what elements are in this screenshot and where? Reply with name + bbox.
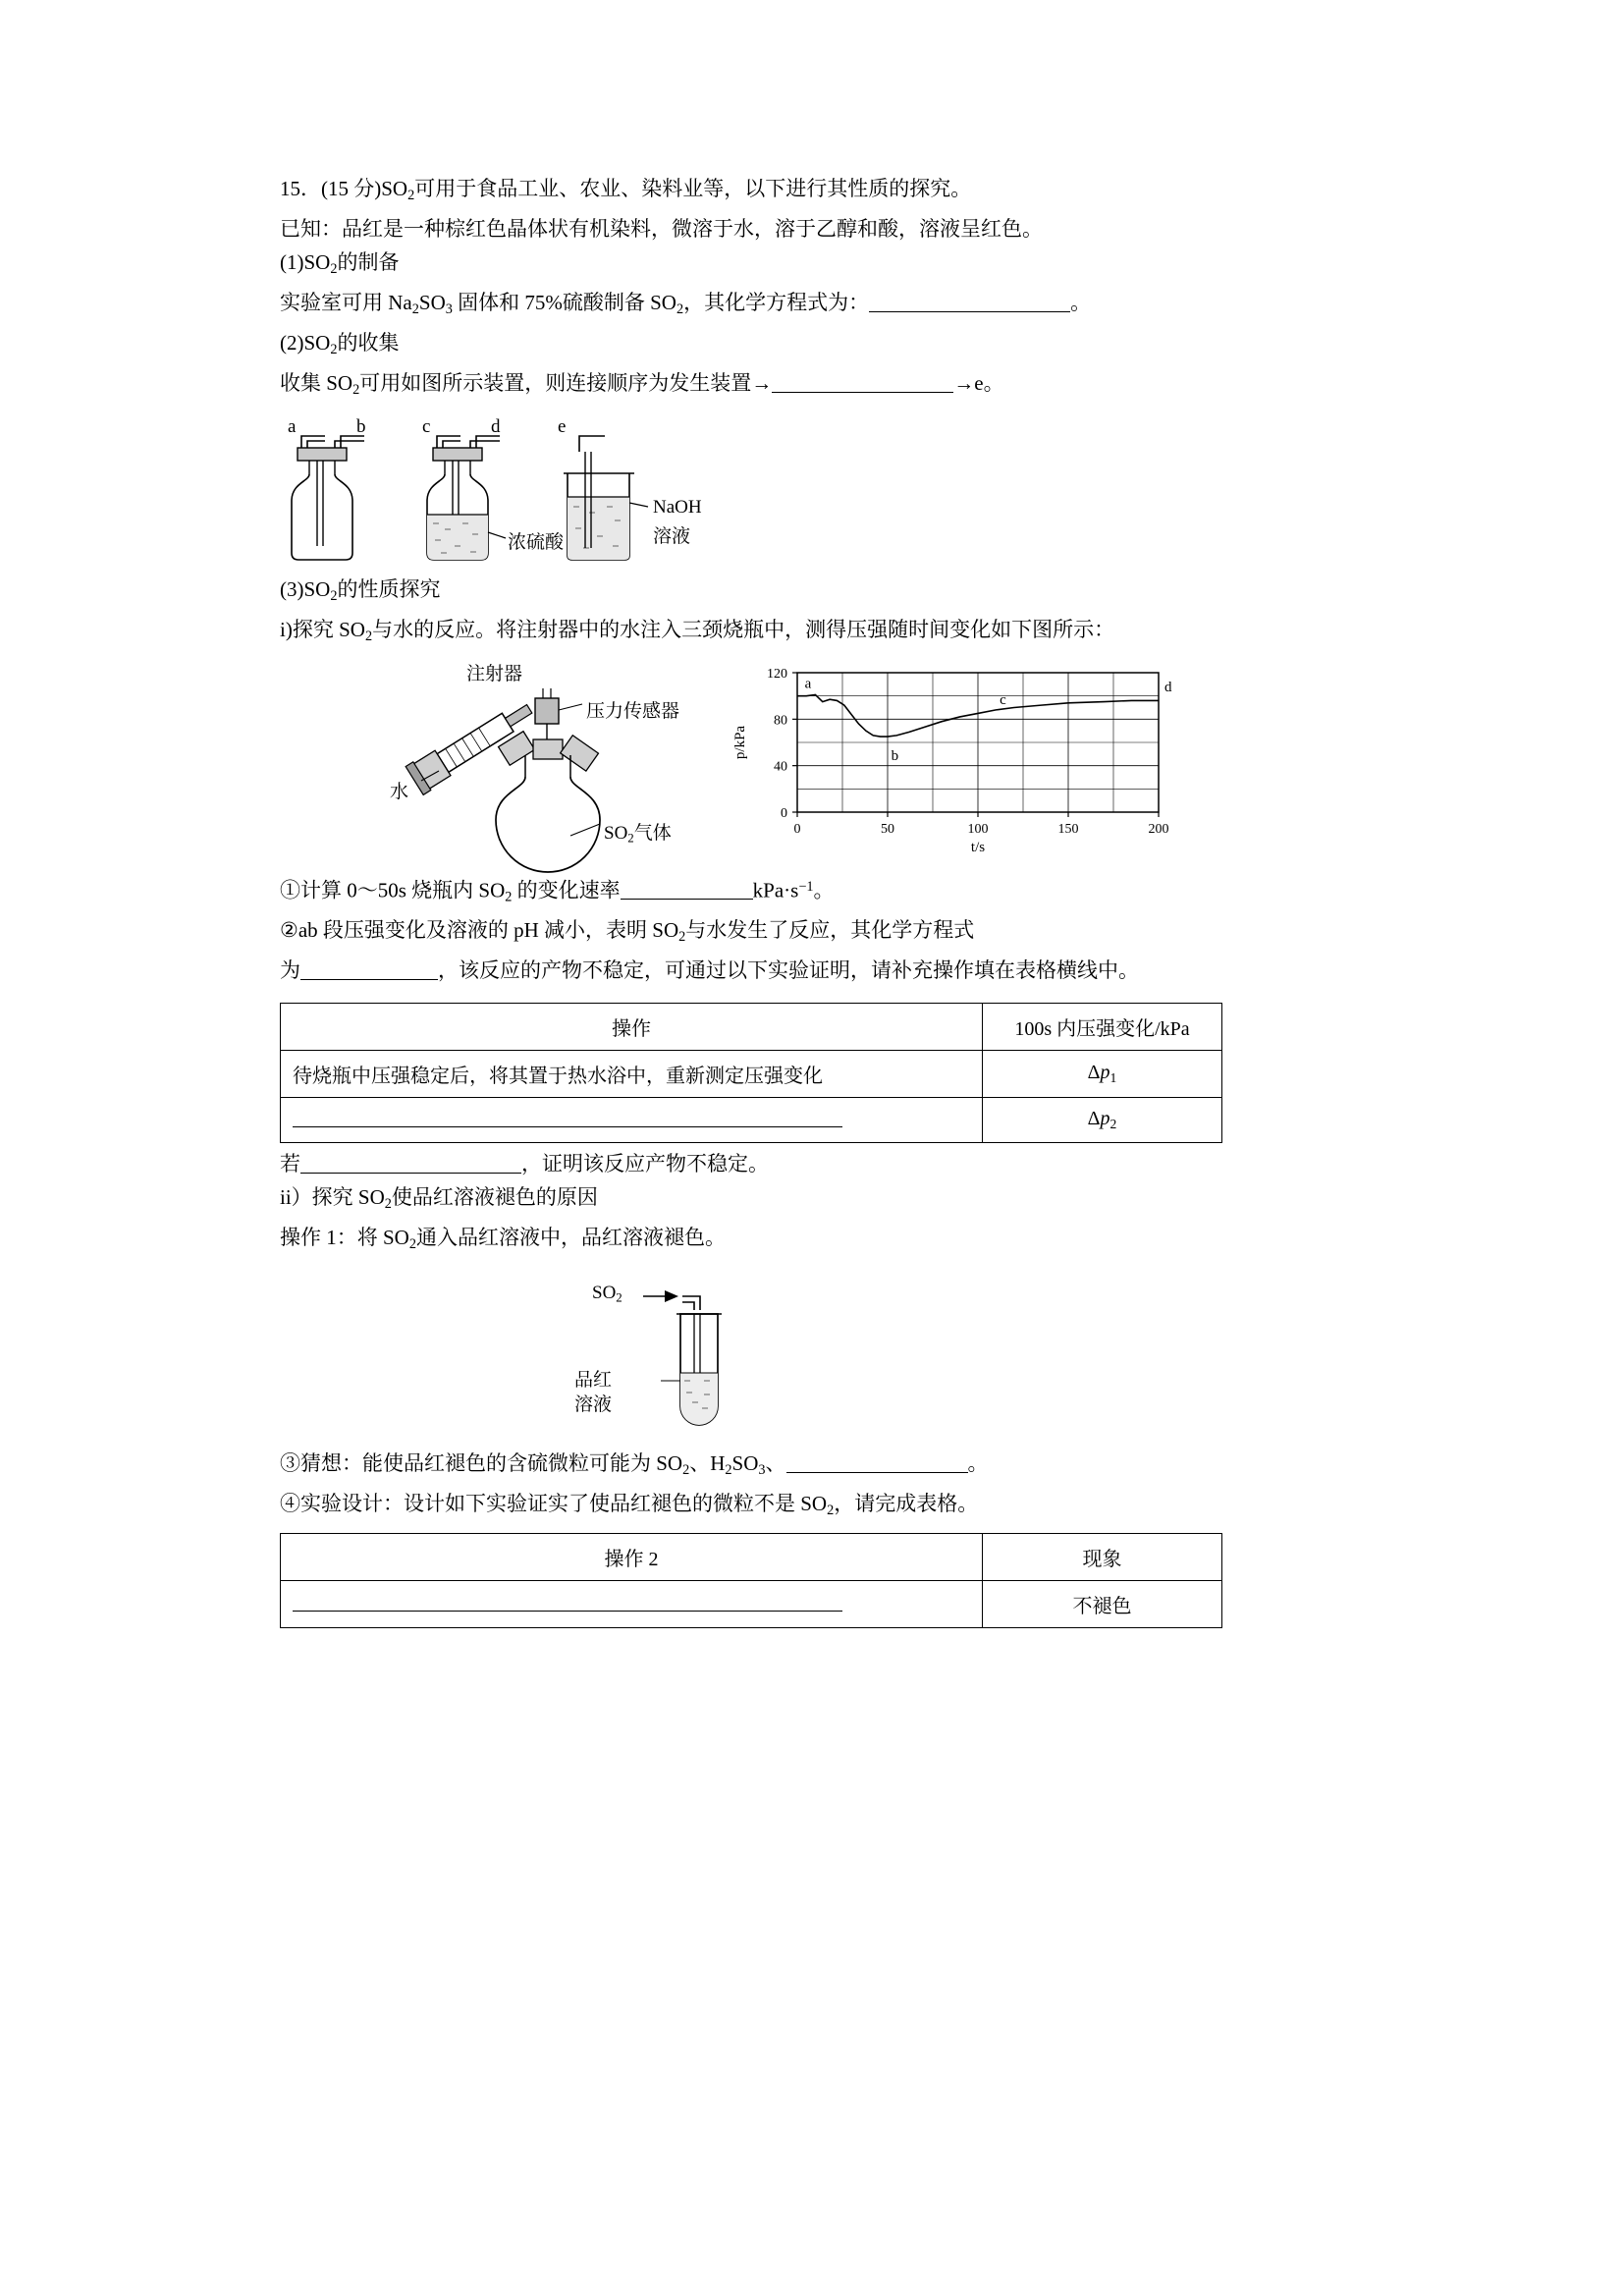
pressure-time-chart <box>727 659 1178 860</box>
label-fuchsin-line1: 品红 <box>574 1370 613 1392</box>
answer-blank-5[interactable] <box>293 1107 842 1127</box>
svg-text:50: 50 <box>881 821 894 837</box>
svg-text:150: 150 <box>1057 821 1079 837</box>
table1-header-pressure: 100s 内压强变化/kPa <box>983 1004 1222 1051</box>
label-naoh-line2: 溶液 <box>653 525 691 547</box>
answer-blank-2[interactable] <box>772 371 953 393</box>
part2-title: $(2)SO_2$的收集 <box>280 330 400 357</box>
part1-text: 实验室可用 $Na_2SO_3$ 固体和 75%硫酸制备 $SO_2$，其化学方程式为： 。 <box>280 290 1092 317</box>
table1-row1-value: $\Delta p_1$ <box>983 1051 1222 1098</box>
table-header-row <box>281 1004 1222 1051</box>
table-header-row <box>281 1534 1222 1581</box>
label-fuchsin-line2: 溶液 <box>574 1394 613 1416</box>
question-marks: (15 分) <box>321 177 382 200</box>
after-table1-suffix: ，证明该反应产物不稳定。 <box>521 1152 769 1176</box>
label-so2-inlet: $SO_2$ <box>592 1283 622 1305</box>
collection-apparatus-figure <box>280 416 1360 569</box>
label-d: d <box>491 415 501 437</box>
svg-text:100: 100 <box>967 821 989 837</box>
part3-ii-title: ii）探究 $SO_2$使品红溶液褪色的原因 <box>280 1185 598 1213</box>
test-tube-svg <box>643 1271 781 1443</box>
answer-blank-8[interactable] <box>293 1591 842 1612</box>
part3-item3: ③猜想：能使品红褪色的含硫微粒可能为 $SO_2$、$H_2SO_3$、 。 <box>280 1451 989 1479</box>
question-stem: 15．(15 分)$SO_2$可用于食品工业、农业、染料业等，以下进行其性质的探究。 <box>280 177 972 203</box>
label-b: b <box>356 415 366 437</box>
table1-row1-operation: 待烧瓶中压强稳定后，将其置于热水浴中，重新测定压强变化 <box>281 1051 983 1098</box>
part3-item4: ④实验设计：设计如下实验证实了使品红褪色的微粒不是 $SO_2$，请完成表格。 <box>280 1492 979 1519</box>
svg-text:80: 80 <box>774 713 787 729</box>
svg-text:c: c <box>1000 691 1006 708</box>
part3-title: $(3)SO_2$的性质探究 <box>280 576 441 604</box>
after-table1-prefix: 若 <box>280 1152 300 1176</box>
part2-text: 收集 $SO_2$可用如图所示装置，则连接顺序为发生装置→ →e。 <box>280 370 1004 398</box>
table2-header-phenomenon: 现象 <box>983 1534 1222 1581</box>
table1-row2-value: $\Delta p_2$ <box>983 1098 1222 1143</box>
question-number: 15 <box>280 177 300 200</box>
experiment-table-1 <box>280 1003 1222 1143</box>
svg-text:0: 0 <box>781 805 787 821</box>
experiment-figure-row <box>280 659 1360 870</box>
answer-blank-1[interactable] <box>869 291 1070 312</box>
svg-text:a: a <box>804 676 812 692</box>
part3-i-text: i)探究 $SO_2$与水的反应。将注射器中的水注入三颈烧瓶中，测得压强随时间变化如下图所示： <box>280 617 1115 644</box>
svg-text:t/s: t/s <box>970 839 986 855</box>
part3-item2-line1: ②ab 段压强变化及溶液的 pH 减小，表明 $SO_2$与水发生了反应，其化学方程式 <box>280 918 975 946</box>
part1-title: $(1)SO_2$的制备 <box>280 249 400 277</box>
gas-bottle-1 <box>280 430 398 563</box>
label-a: a <box>288 415 297 437</box>
question-stem-text: $SO_2$可用于食品工业、农业、染料业等，以下进行其性质的探究。 <box>381 177 972 203</box>
table-row <box>281 1098 1222 1143</box>
svg-text:40: 40 <box>774 759 787 775</box>
table-row <box>281 1051 1222 1098</box>
label-e: e <box>558 415 567 437</box>
question-known: 已知：品红是一种棕红色晶体状有机染料，微溶于水，溶于乙醇和酸，溶液呈红色。 <box>280 216 1043 241</box>
table2-row1-operation-blank[interactable] <box>281 1581 983 1628</box>
answer-blank-7[interactable] <box>786 1451 968 1473</box>
part3-item1: ①计算 0～50s 烧瓶内 $SO_2$ 的变化速率 $kPa\cdot s^{-1}$。 <box>280 878 835 905</box>
answer-blank-6[interactable] <box>300 1152 521 1174</box>
table2-header-operation: 操作 2 <box>281 1534 983 1581</box>
answer-blank-3[interactable] <box>621 878 753 900</box>
label-pressure-sensor: 压力传感器 <box>586 700 680 722</box>
part3-item2-line2: 为 ，该反应的产物不稳定，可通过以下实验证明，请补充操作填在表格横线中。 <box>280 958 1139 983</box>
label-naoh-line1: NaOH <box>653 496 702 518</box>
svg-text:200: 200 <box>1148 821 1169 837</box>
table1-header-operation: 操作 <box>281 1004 983 1051</box>
label-concentrated-sulfuric-acid: 浓硫酸 <box>508 531 565 553</box>
label-c: c <box>422 415 431 437</box>
part3-op1: 操作 1：将 $SO_2$通入品红溶液中，品红溶液褪色。 <box>280 1226 726 1253</box>
answer-blank-4[interactable] <box>300 958 438 980</box>
svg-text:120: 120 <box>767 666 787 682</box>
table1-row2-operation-blank[interactable] <box>281 1098 983 1143</box>
label-syringe: 注射器 <box>466 663 523 684</box>
question-content <box>280 172 1360 1628</box>
after-table1-text <box>280 1147 1360 1180</box>
label-water: 水 <box>390 781 409 802</box>
table-row <box>281 1581 1222 1628</box>
svg-text:p/kPa: p/kPa <box>732 725 748 759</box>
table2-row1-value: 不褪色 <box>983 1581 1222 1628</box>
experiment-table-2 <box>280 1533 1222 1628</box>
svg-text:0: 0 <box>793 821 801 837</box>
label-so2-gas: $SO_2$气体 <box>604 822 672 846</box>
svg-text:d: d <box>1164 680 1172 696</box>
test-tube-figure <box>280 1265 1360 1447</box>
svg-text:b: b <box>891 747 899 764</box>
